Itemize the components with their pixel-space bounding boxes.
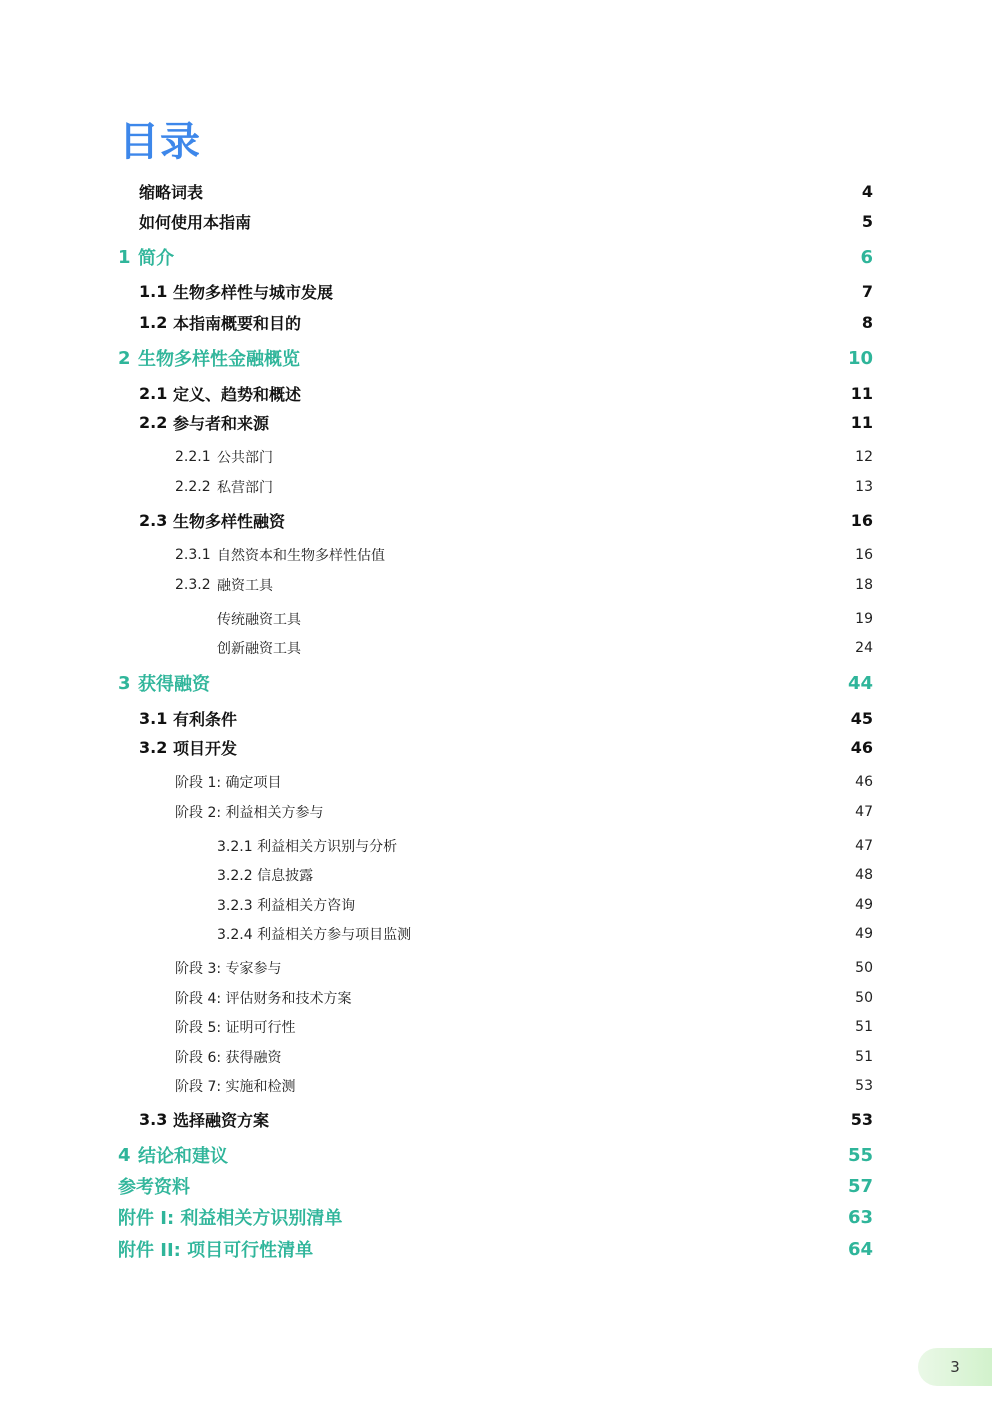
toc-label: 有利条件 bbox=[173, 709, 238, 729]
toc-page: 5 bbox=[861, 211, 873, 231]
toc-entry-how-to-use[interactable] bbox=[139, 208, 873, 234]
toc-prefix: 1.1 bbox=[139, 281, 168, 301]
toc-prefix: 2.2 bbox=[139, 412, 168, 432]
toc-item-3-2-4[interactable] bbox=[217, 921, 873, 947]
page-title: 目录 bbox=[119, 119, 201, 165]
toc-chapter-4[interactable] bbox=[118, 1142, 873, 1168]
toc-page: 4 bbox=[861, 181, 873, 201]
toc-page: 53 bbox=[855, 1078, 873, 1094]
page-number: 3 bbox=[950, 1358, 960, 1376]
toc-section-1-2[interactable] bbox=[139, 309, 873, 335]
toc-page: 18 bbox=[855, 577, 873, 593]
toc-item-3-2-2[interactable] bbox=[217, 862, 873, 888]
toc-label: 获得融资 bbox=[138, 674, 210, 695]
toc-label: 传统融资工具 bbox=[217, 612, 301, 628]
toc-page: 16 bbox=[855, 547, 873, 563]
toc-page: 51 bbox=[855, 1019, 873, 1035]
toc-item-3-2-3[interactable] bbox=[217, 892, 873, 918]
toc-label: 生物多样性与城市发展 bbox=[173, 282, 334, 302]
toc-label: 阶段 1: 确定项目 bbox=[175, 775, 282, 791]
toc-section-2-1[interactable] bbox=[139, 380, 873, 406]
toc-label: 参与者和来源 bbox=[173, 413, 270, 433]
toc-chapter-1[interactable] bbox=[118, 244, 873, 270]
toc-label: 3.2.3 利益相关方咨询 bbox=[217, 898, 356, 914]
toc-section-3-1[interactable] bbox=[139, 705, 873, 731]
toc-page: 47 bbox=[855, 804, 873, 820]
toc-page: 50 bbox=[855, 960, 873, 976]
toc-subsection-2-2-1[interactable] bbox=[175, 444, 873, 470]
toc-annex-2[interactable] bbox=[118, 1236, 873, 1262]
toc-label: 生物多样性金融概览 bbox=[138, 349, 300, 370]
toc-prefix: 2.3.1 bbox=[175, 547, 211, 563]
toc-page: 48 bbox=[855, 867, 873, 883]
toc-prefix: 1 bbox=[118, 246, 131, 268]
toc-label: 生物多样性融资 bbox=[173, 511, 286, 531]
toc-label: 阶段 2: 利益相关方参与 bbox=[175, 805, 324, 821]
toc-label: 结论和建议 bbox=[138, 1146, 228, 1167]
toc-section-3-2[interactable] bbox=[139, 734, 873, 760]
toc-label: 项目开发 bbox=[173, 738, 238, 758]
toc-chapter-2[interactable] bbox=[118, 345, 873, 371]
toc-label: 3.2.4 利益相关方参与项目监测 bbox=[217, 927, 412, 943]
toc-label: 阶段 5: 证明可行性 bbox=[175, 1020, 296, 1036]
toc-page: 16 bbox=[850, 510, 873, 530]
toc-page: 11 bbox=[850, 383, 873, 403]
toc-label: 参考资料 bbox=[118, 1177, 190, 1198]
toc-stage-3[interactable] bbox=[175, 955, 873, 981]
toc-prefix: 2.2.1 bbox=[175, 449, 211, 465]
toc-page: 11 bbox=[850, 412, 873, 432]
toc-page: 13 bbox=[855, 479, 873, 495]
toc-stage-1[interactable] bbox=[175, 769, 873, 795]
toc-page: 53 bbox=[850, 1109, 873, 1129]
toc-item-3-2-1[interactable] bbox=[217, 833, 873, 859]
toc-page: 47 bbox=[855, 838, 873, 854]
toc-page: 24 bbox=[855, 640, 873, 656]
toc-label: 私营部门 bbox=[217, 480, 273, 496]
toc-label: 阶段 4: 评估财务和技术方案 bbox=[175, 991, 352, 1007]
toc-page: 46 bbox=[850, 737, 873, 757]
toc-prefix: 3.2 bbox=[139, 737, 168, 757]
toc-label: 3.2.2 信息披露 bbox=[217, 868, 314, 884]
toc-label: 阶段 3: 专家参与 bbox=[175, 961, 282, 977]
toc-prefix: 2.3.2 bbox=[175, 577, 211, 593]
toc-page: 19 bbox=[855, 611, 873, 627]
toc-page: 63 bbox=[847, 1206, 873, 1228]
toc-stage-4[interactable] bbox=[175, 985, 873, 1011]
toc-stage-7[interactable] bbox=[175, 1073, 873, 1099]
toc-page: 51 bbox=[855, 1049, 873, 1065]
toc-page: 50 bbox=[855, 990, 873, 1006]
toc-prefix: 2.2.2 bbox=[175, 479, 211, 495]
toc-entry-abbreviations[interactable] bbox=[139, 178, 873, 204]
toc-page: 64 bbox=[847, 1238, 873, 1260]
toc-prefix: 2.3 bbox=[139, 510, 168, 530]
toc-prefix: 3.1 bbox=[139, 708, 168, 728]
toc-label: 缩略词表 bbox=[139, 182, 204, 202]
toc-label: 创新融资工具 bbox=[217, 641, 301, 657]
toc-subsection-2-3-2[interactable] bbox=[175, 572, 873, 598]
toc-label: 本指南概要和目的 bbox=[173, 313, 302, 333]
toc-label: 选择融资方案 bbox=[173, 1110, 270, 1130]
toc-section-1-1[interactable] bbox=[139, 278, 873, 304]
toc-stage-6[interactable] bbox=[175, 1044, 873, 1070]
toc-subsection-2-2-2[interactable] bbox=[175, 474, 873, 500]
toc-item-innovative-instruments[interactable] bbox=[217, 635, 873, 661]
toc-label: 阶段 7: 实施和检测 bbox=[175, 1079, 296, 1095]
toc-page: 49 bbox=[855, 926, 873, 942]
toc-label: 融资工具 bbox=[217, 578, 273, 594]
toc-label: 定义、趋势和概述 bbox=[173, 384, 302, 404]
toc-item-traditional-instruments[interactable] bbox=[217, 606, 873, 632]
toc-label: 附件 I: 利益相关方识别清单 bbox=[118, 1208, 343, 1229]
toc-label: 如何使用本指南 bbox=[139, 212, 252, 232]
toc-page: 44 bbox=[847, 672, 873, 694]
toc-page: 49 bbox=[855, 897, 873, 913]
toc-annex-1[interactable] bbox=[118, 1204, 873, 1230]
toc-page: 7 bbox=[861, 281, 873, 301]
toc-page: 57 bbox=[847, 1175, 873, 1197]
toc-references[interactable] bbox=[118, 1173, 873, 1199]
toc-prefix: 1.2 bbox=[139, 312, 168, 332]
toc-page: 46 bbox=[855, 774, 873, 790]
toc-page: 45 bbox=[850, 708, 873, 728]
toc-section-2-2[interactable] bbox=[139, 409, 873, 435]
toc-stage-2[interactable] bbox=[175, 799, 873, 825]
toc-page: 12 bbox=[855, 449, 873, 465]
toc-prefix: 2 bbox=[118, 347, 131, 369]
toc-chapter-3[interactable] bbox=[118, 670, 873, 696]
toc-label: 3.2.1 利益相关方识别与分析 bbox=[217, 839, 398, 855]
toc-section-3-3[interactable] bbox=[139, 1106, 873, 1132]
toc-label: 简介 bbox=[138, 248, 174, 269]
toc-prefix: 2.1 bbox=[139, 383, 168, 403]
toc-subsection-2-3-1[interactable] bbox=[175, 542, 873, 568]
toc-section-2-3[interactable] bbox=[139, 507, 873, 533]
toc-page: 8 bbox=[861, 312, 873, 332]
toc-prefix: 3 bbox=[118, 672, 131, 694]
toc-page: 55 bbox=[847, 1144, 873, 1166]
toc-page: 10 bbox=[847, 347, 873, 369]
toc-label: 阶段 6: 获得融资 bbox=[175, 1050, 282, 1066]
toc-page: 6 bbox=[860, 246, 873, 268]
toc-stage-5[interactable] bbox=[175, 1014, 873, 1040]
toc-prefix: 3.3 bbox=[139, 1109, 168, 1129]
toc-label: 附件 II: 项目可行性清单 bbox=[118, 1240, 314, 1261]
toc-label: 自然资本和生物多样性估值 bbox=[217, 548, 385, 564]
toc-label: 公共部门 bbox=[217, 450, 273, 466]
page-number-badge bbox=[918, 1348, 992, 1386]
toc-prefix: 4 bbox=[118, 1144, 131, 1166]
